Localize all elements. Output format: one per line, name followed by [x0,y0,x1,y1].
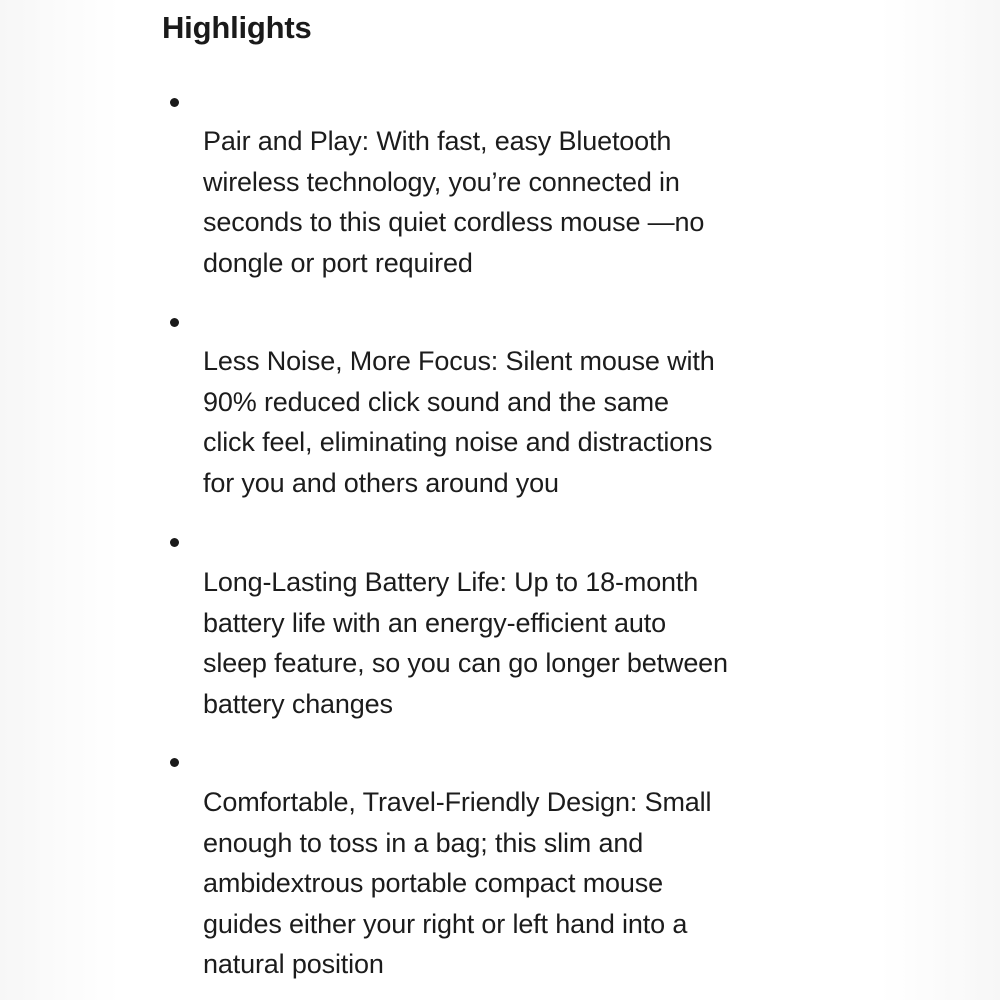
highlight-line: 90% reduced click sound and the same [203,386,669,417]
bullet-dot-icon [170,318,179,327]
highlight-line: battery changes [203,688,393,719]
highlight-line: ambidextrous portable compact mouse [203,868,663,898]
highlight-line: enough to toss in a bag; this slim and [203,827,644,858]
highlight-text [203,121,823,283]
highlight-text [203,341,823,503]
highlight-line: for you and others around you [203,467,559,498]
highlight-line: battery life with an energy-efficient auto [203,607,666,638]
highlight-line: dongle or port required [203,247,473,278]
highlight-line: natural position [203,949,384,979]
highlight-text [203,782,823,985]
highlight-line: Pair and Play: With fast, easy Bluetooth [203,126,672,156]
highlight-line: Long-Lasting Battery Life: Up to 18-month [203,567,699,597]
highlight-line: click feel, eliminating noise and distractions [203,427,713,457]
highlight-text [203,562,823,724]
highlight-line: Comfortable, Travel-Friendly Design: Small [203,787,712,817]
highlight-line: seconds to this quiet cordless mouse —no [203,207,705,237]
highlight-line: guides either your right or left hand into a [203,908,688,939]
highlight-line: sleep feature, so you can go longer between [203,648,728,678]
bullet-dot-icon [170,758,179,767]
highlights-heading: Highlights [162,10,312,45]
highlight-line: Less Noise, More Focus: Silent mouse with [203,346,715,376]
bullet-dot-icon [170,98,179,107]
highlight-line: wireless technology, you’re connected in [203,166,680,197]
bullet-dot-icon [170,538,179,547]
